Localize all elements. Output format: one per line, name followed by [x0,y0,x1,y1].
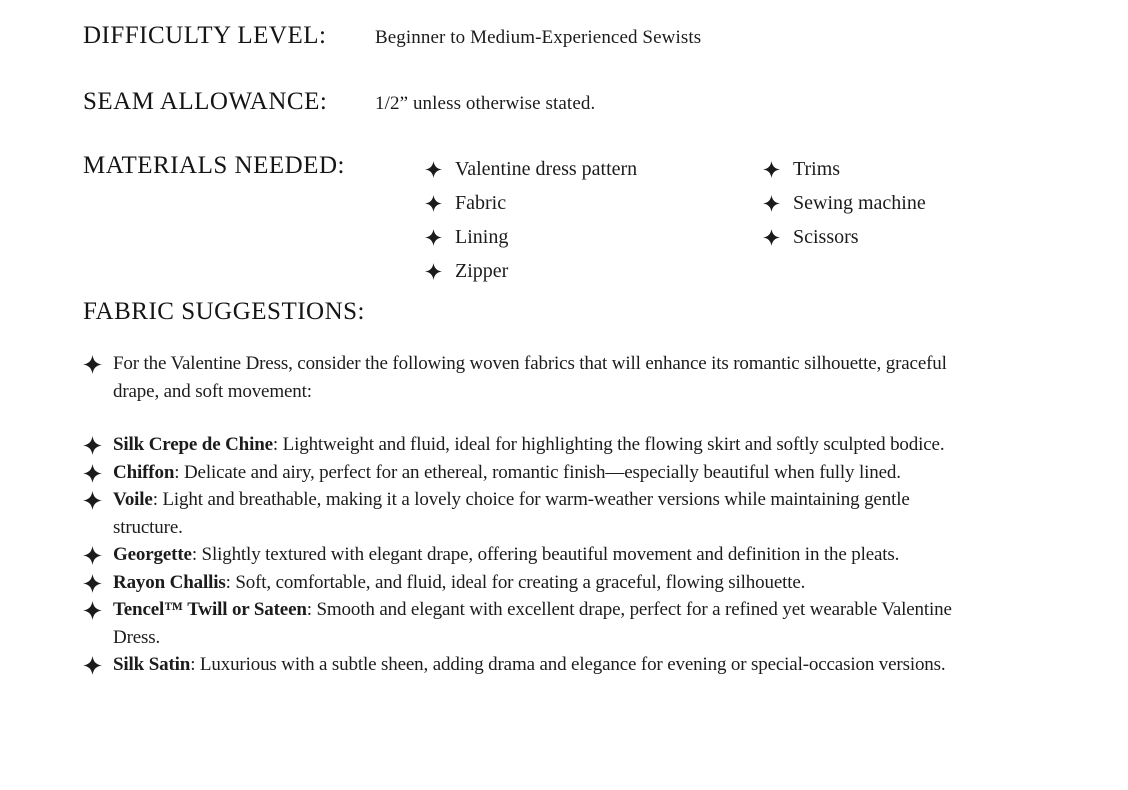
four-pointed-star-icon [83,574,102,593]
fabric-name: Tencel™ Twill or Sateen [113,599,307,620]
fabric-name: Georgette [113,544,192,565]
fabric-item [83,651,963,679]
fabric-item [83,596,963,651]
seam-allowance-section [83,88,1068,116]
fabric-suggestions-label: FABRIC SUGGESTIONS: [83,298,365,325]
four-pointed-star-icon [83,546,102,565]
material-item [425,254,763,288]
material-label: Trims [793,157,841,180]
material-label: Fabric [455,191,507,214]
material-label: Zipper [455,259,509,282]
fabric-suggestions-list [83,431,1068,679]
material-item [763,186,926,220]
four-pointed-star-icon [763,161,780,178]
difficulty-label: DIFFICULTY LEVEL: [83,22,327,49]
fabric-item-text: Silk Crepe de Chine: Lightweight and fluid, ideal for highlighting the flowing skirt and softly sculpted bodice. [113,434,945,455]
fabric-name: Silk Crepe de Chine [113,434,273,455]
four-pointed-star-icon [83,601,102,620]
difficulty-section [83,22,1068,50]
material-item [763,220,926,254]
material-label: Lining [455,225,509,248]
fabric-item [83,486,963,541]
fabric-item-text: Tencel™ Twill or Sateen: Smooth and elegant with excellent drape, perfect for a refined yet wearable Valentine Dress. [113,599,952,648]
fabric-item [83,569,963,597]
four-pointed-star-icon [425,195,442,212]
fabric-item-text: Rayon Challis: Soft, comfortable, and fluid, ideal for creating a graceful, flowing silhouette. [113,571,806,593]
material-item [763,152,926,186]
four-pointed-star-icon [83,464,102,483]
fabric-item-text: Voile: Light and breathable, making it a lovely choice for warm-weather versions while maintaining gentle structure. [113,489,910,538]
fabric-item [83,541,963,569]
fabric-item [83,431,963,459]
four-pointed-star-icon [83,656,102,675]
fabric-item [83,459,963,487]
four-pointed-star-icon [83,436,102,455]
four-pointed-star-icon [425,263,442,280]
seam-allowance-label: SEAM ALLOWANCE: [83,88,328,115]
fabric-name: Chiffon [113,461,175,483]
four-pointed-star-icon [83,491,102,510]
four-pointed-star-icon [83,355,102,374]
four-pointed-star-icon [763,195,780,212]
four-pointed-star-icon [425,161,442,178]
four-pointed-star-icon [425,229,442,246]
fabric-name: Silk Satin [113,654,191,675]
fabric-item-text: Chiffon: Delicate and airy, perfect for an ethereal, romantic finish—especially beautiful when fully lined. [113,461,901,483]
fabric-intro-text: For the Valentine Dress, consider the following woven fabrics that will enhance its romantic silhouette, graceful drape, and soft movement: [113,353,947,402]
fabric-name: Rayon Challis [113,571,226,593]
materials-column-1 [425,152,763,288]
material-label: Valentine dress pattern [455,157,638,180]
material-item [425,220,763,254]
material-item [425,152,763,186]
materials-column-2 [763,152,926,254]
four-pointed-star-icon [763,229,780,246]
material-label: Sewing machine [793,191,926,214]
materials-section [83,152,1068,288]
fabric-item-text: Silk Satin: Luxurious with a subtle sheen, adding drama and elegance for evening or special-occasion versions. [113,654,946,675]
difficulty-value: Beginner to Medium-Experienced Sewists [375,27,702,48]
fabric-intro-paragraph [83,350,963,405]
fabric-name: Voile [113,489,153,510]
material-label: Scissors [793,225,859,248]
seam-allowance-value: 1/2” unless otherwise stated. [375,93,596,114]
fabric-item-text: Georgette: Slightly textured with elegant drape, offering beautiful movement and definition in the pleats. [113,544,900,565]
material-item [425,186,763,220]
materials-label: MATERIALS NEEDED: [83,152,345,179]
